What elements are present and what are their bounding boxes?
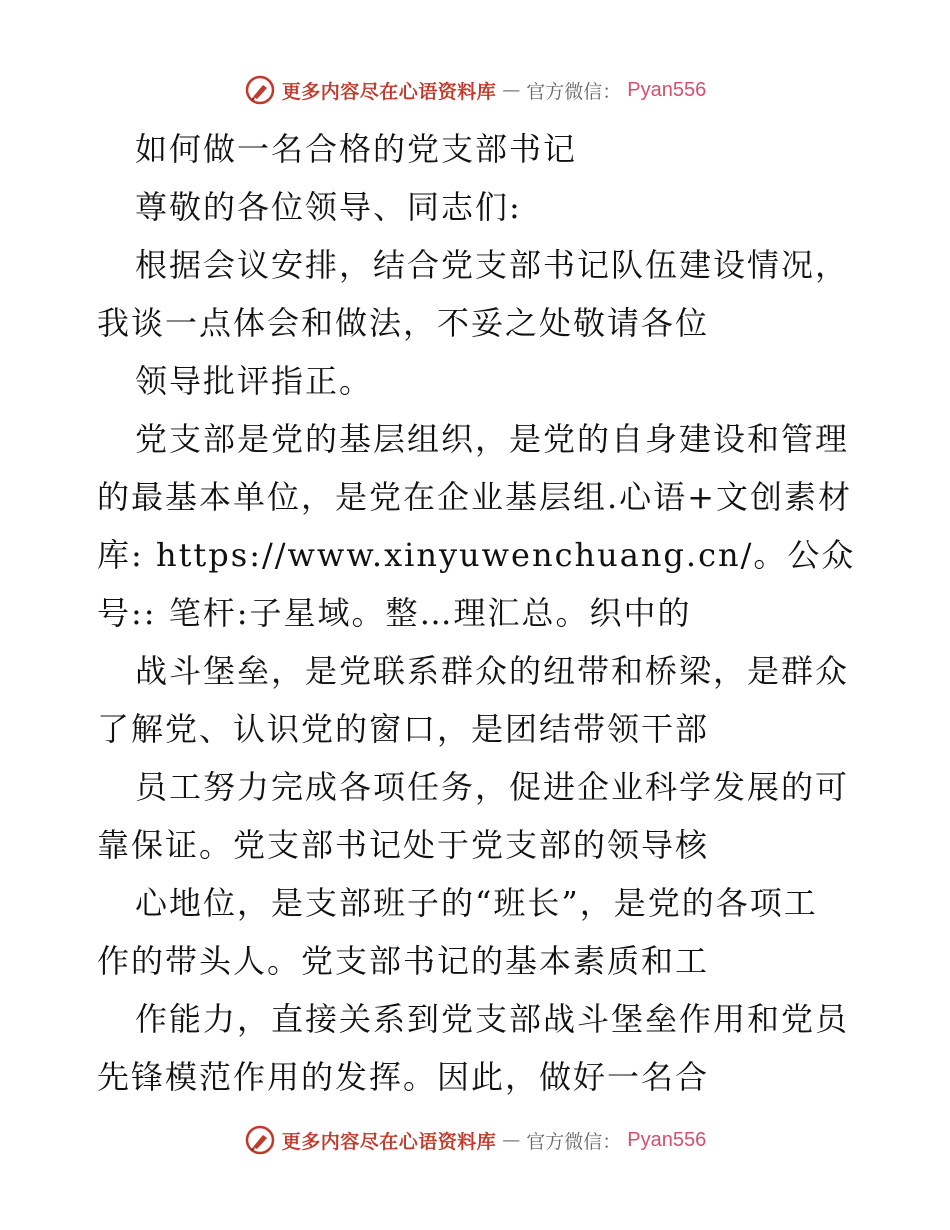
document-title: 如何做一名合格的党支部书记 (135, 130, 578, 168)
text-line: 战斗堡垒，是党联系群众的纽带和桥梁，是群众 (135, 652, 850, 690)
banner-separator: — (502, 1129, 521, 1151)
banner-brand-text: 更多内容尽在心语资料库 (281, 1130, 497, 1153)
document-body (97, 120, 867, 1106)
text-line: 领导批评指正。 (135, 362, 374, 400)
text-line: 库: https://www.xinyuwenchuang.cn/。公众 (97, 536, 856, 574)
text-line: 先锋模范作用的发挥。因此，做好一名合 (97, 1058, 710, 1096)
banner-wechat-id: Pyan556 (627, 78, 707, 101)
banner-brand-text: 更多内容尽在心语资料库 (281, 80, 497, 103)
text-line: 靠保证。党支部书记处于党支部的领导核 (97, 826, 710, 864)
footer-banner (0, 1120, 950, 1160)
text-line: 号:: 笔杆:子星域。整…理汇总。织中的 (97, 594, 692, 632)
text-line: 作的带头人。党支部书记的基本素质和工 (97, 942, 710, 980)
text-line: 作能力，直接关系到党支部战斗堡垒作用和党员 (135, 1000, 850, 1038)
text-line: 员工努力完成各项任务，促进企业科学发展的可 (135, 768, 850, 806)
text-line: 了解党、认识党的窗口，是团结带领干部 (97, 710, 710, 748)
banner-wechat-label: 官方微信： (526, 80, 622, 103)
text-line: 党支部是党的基层组织，是党的自身建设和管理 (135, 420, 850, 458)
header-banner (0, 70, 950, 110)
pen-logo-icon (244, 1124, 276, 1156)
banner-wechat-label: 官方微信： (526, 1130, 622, 1153)
banner-wechat-id: Pyan556 (627, 1128, 707, 1151)
banner-separator: — (502, 79, 521, 101)
pen-logo-icon (244, 74, 276, 106)
salutation: 尊敬的各位领导、同志们: (135, 188, 522, 226)
text-line: 的最基本单位，是党在企业基层组.心语+文创素材 (97, 478, 852, 516)
text-line: 我谈一点体会和做法，不妥之处敬请各位 (97, 304, 710, 342)
text-line: 根据会议安排，结合党支部书记队伍建设情况， (135, 246, 850, 284)
text-line: 心地位，是支部班子的“班长”，是党的各项工 (135, 884, 818, 922)
